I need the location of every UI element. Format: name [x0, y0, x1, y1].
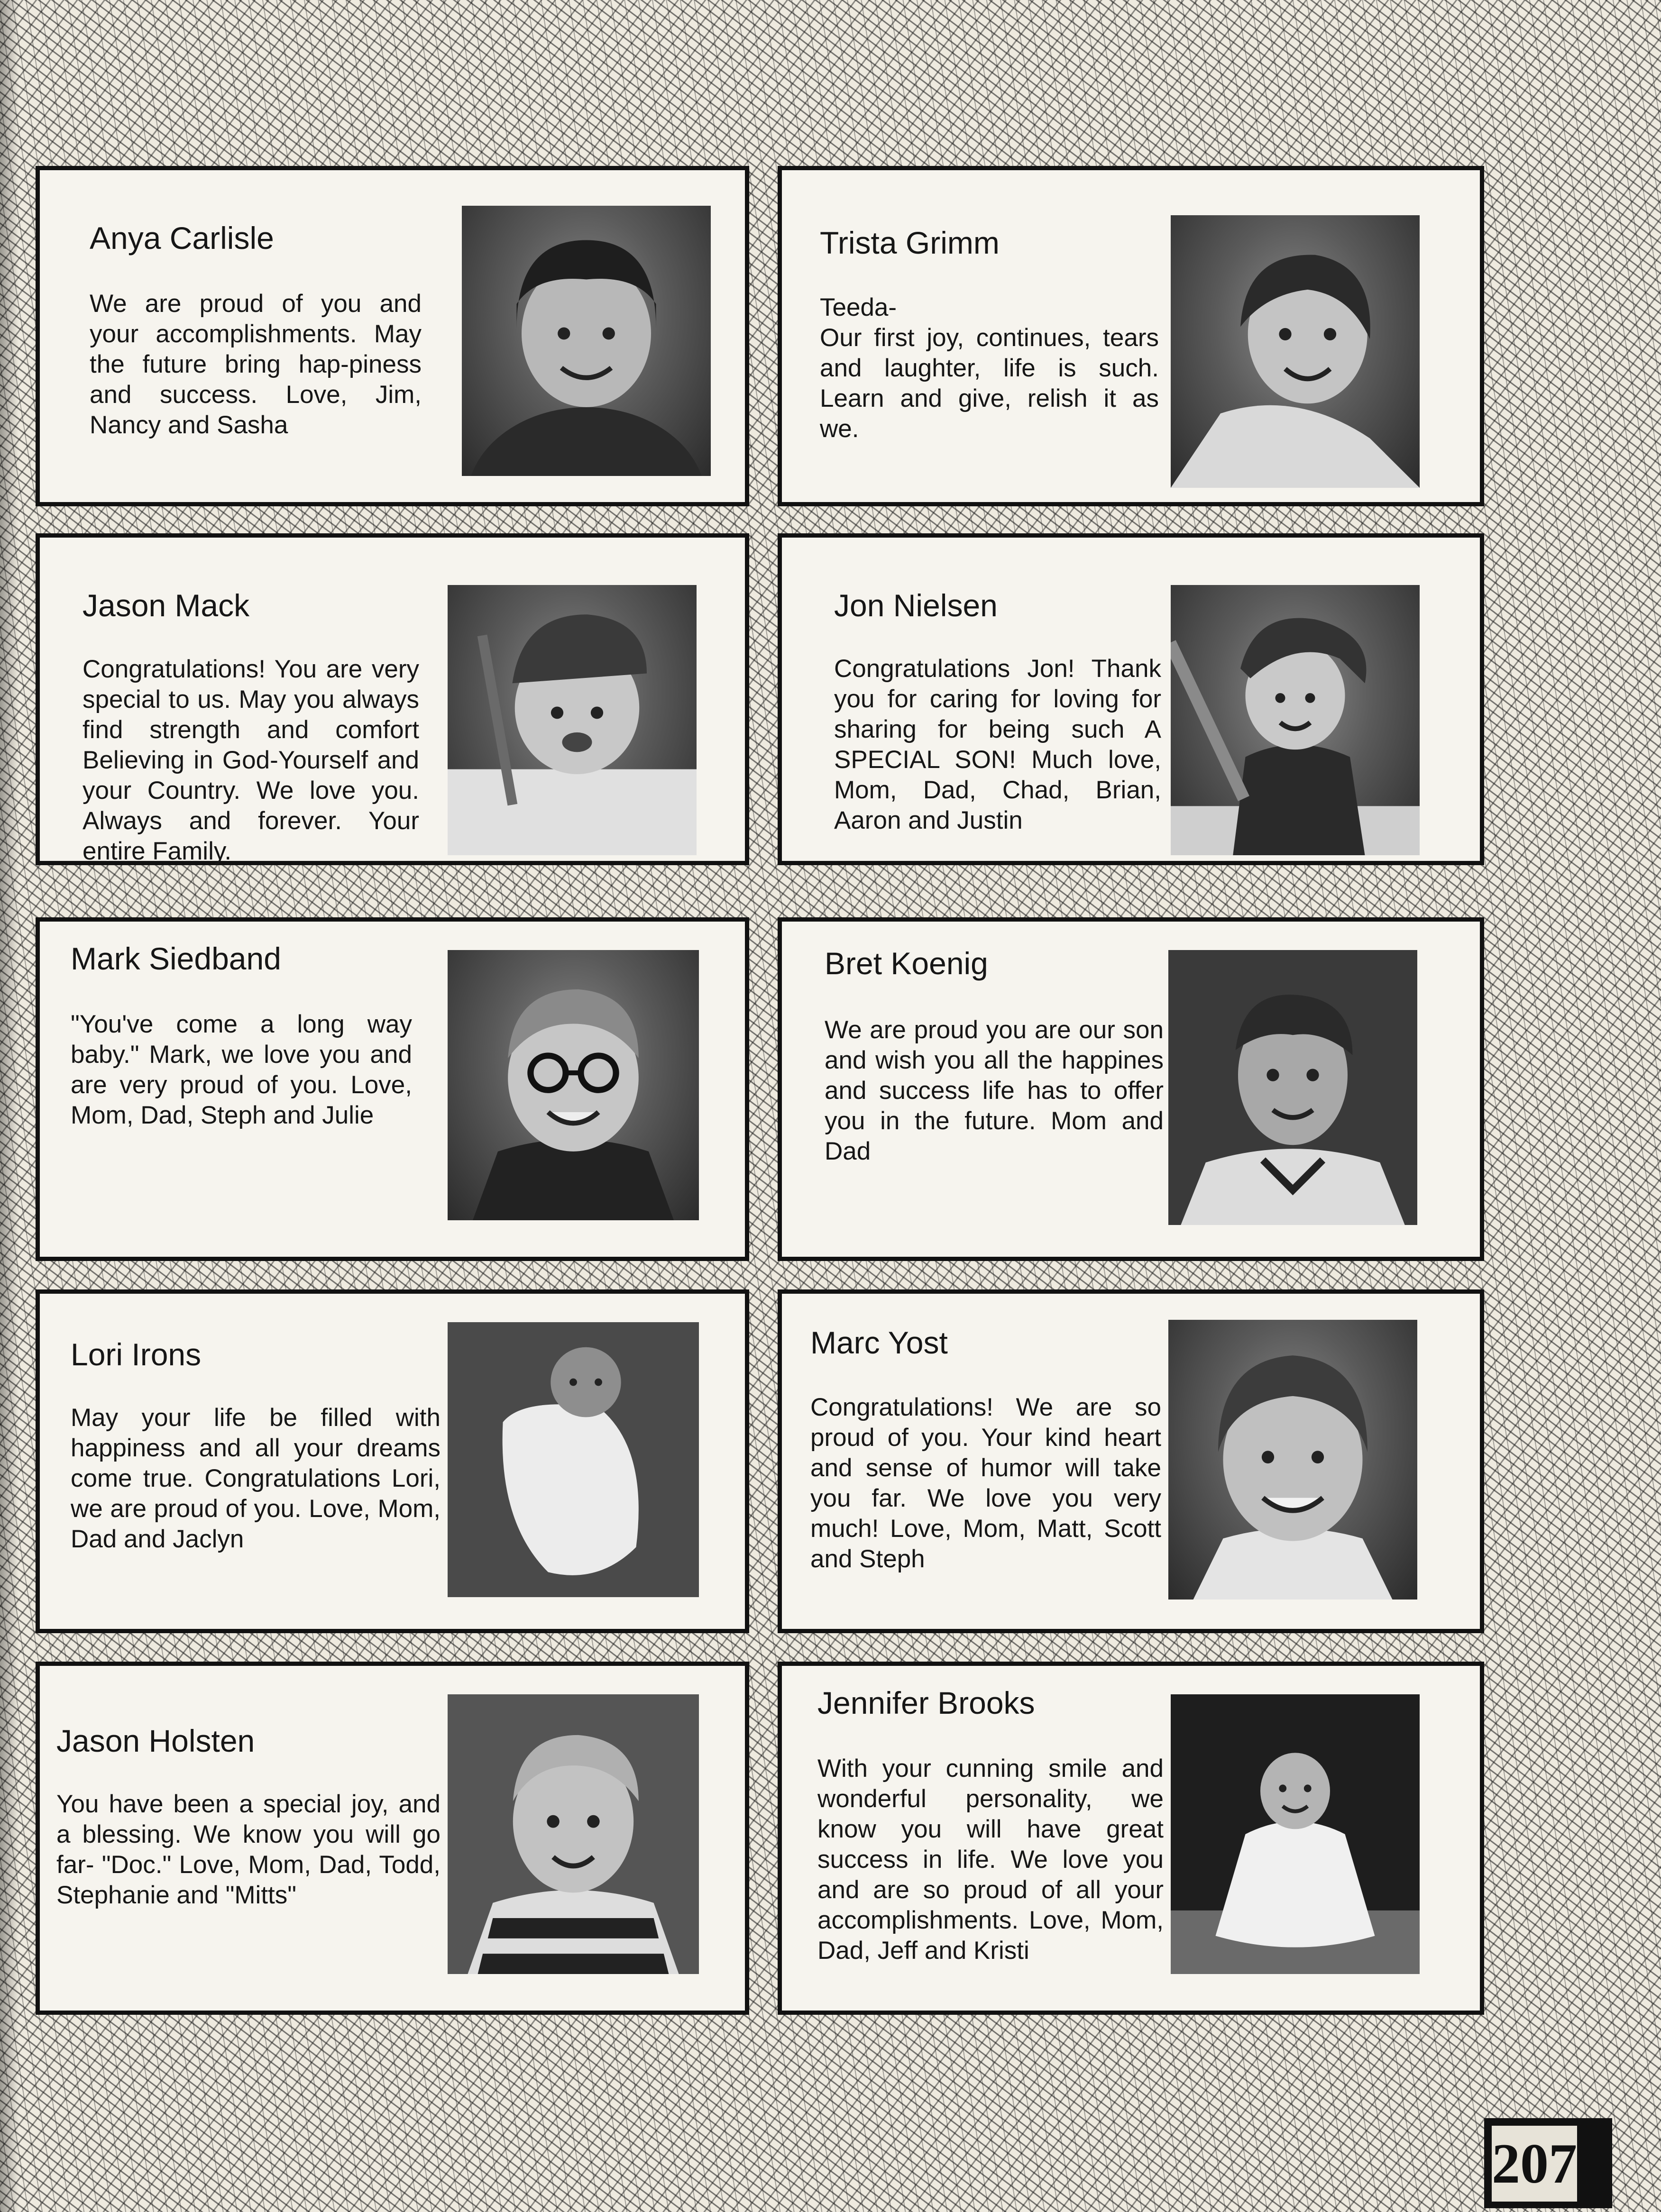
tribute-name: Jason Holsten: [56, 1723, 255, 1758]
tribute-message: We are proud you are our son and wish you all the happines and success life has to offer you in the future. Mom and Dad: [825, 1016, 1164, 1165]
tribute-name: Lori Irons: [71, 1337, 202, 1372]
tribute-message: With your cunning smile and wonderful personality, we know you will have great success in life. We love you and are so proud of all your accomplishments. Love, Mom, Dad, Jeff and Kristi: [817, 1755, 1164, 1965]
infant-portrait-icon: [448, 1322, 699, 1597]
tribute-card-marc-yost: [778, 1289, 1484, 1633]
tribute-name: Anya Carlisle: [90, 220, 274, 256]
infant-portrait-icon: [1171, 1694, 1420, 1974]
tribute-message: You have been a special joy, and a blessing. We know you will go far- "Doc." Love, Mom, Dad, Todd, Stephanie and "Mitts": [56, 1790, 440, 1909]
baby-with-bat-icon: [448, 585, 697, 855]
tribute-message: Congratulations! You are very special to us. May you always find strength and comfort Believing in God-Yourself and your Country. We love you. Always and forever. Your entire Family.: [83, 655, 419, 865]
tribute-card-mark-siedband: [36, 917, 749, 1261]
tribute-message: "You've come a long way baby." Mark, we love you and are very proud of you. Love, Mom, Dad, Steph and Julie: [71, 1010, 412, 1129]
page-number: 207: [1492, 2126, 1577, 2202]
page-binding-shadow: [0, 0, 19, 2212]
tribute-message: Congratulations Jon! Thank you for caring for loving for sharing for being such A SPECIAL SON! Much love, Mom, Dad, Chad, Brian, Aaron and Justin: [834, 655, 1161, 834]
tribute-card-jon-nielsen: [778, 533, 1484, 865]
tribute-card-lori-irons: [36, 1289, 749, 1633]
child-portrait-icon: [1171, 215, 1420, 488]
child-portrait-icon: [1168, 950, 1417, 1225]
tribute-card-trista-grimm: [778, 166, 1484, 506]
tribute-message: May your life be filled with happiness and all your dreams come true. Congratulations Lori, we are proud of you. Love, Mom, Dad and Jaclyn: [71, 1404, 440, 1553]
tribute-name: Marc Yost: [810, 1325, 948, 1360]
tribute-card-anya-carlisle: [36, 166, 749, 506]
child-portrait-icon: [462, 206, 711, 476]
tribute-name: Mark Siedband: [71, 941, 281, 976]
baby-with-bat-icon: [1171, 585, 1420, 855]
tribute-card-jennifer-brooks: [778, 1662, 1484, 2015]
tribute-message: We are proud of you and your accomplishments. May the future bring hap-piness and success. Love, Jim, Nancy and Sasha: [90, 290, 422, 439]
page-number-box: [1484, 2118, 1612, 2208]
tribute-card-bret-koenig: [778, 917, 1484, 1261]
tribute-card-jason-holsten: [36, 1662, 749, 2015]
tribute-name: Jason Mack: [83, 588, 250, 623]
child-portrait-icon: [448, 1694, 699, 1974]
tribute-name: Trista Grimm: [820, 225, 1000, 260]
tribute-name: Jon Nielsen: [834, 588, 998, 623]
tribute-name: Jennifer Brooks: [817, 1685, 1035, 1720]
child-portrait-icon: [1168, 1320, 1417, 1600]
tribute-message: Congratulations! We are so proud of you. Your kind heart and sense of humor will take you far. We love you very much! Love, Mom, Matt, Scott and Steph: [810, 1393, 1161, 1573]
tribute-message: Teeda- Our first joy, continues, tears and laughter, life is such. Learn and give, relish it as we.: [820, 293, 1159, 443]
tribute-card-jason-mack: [36, 533, 749, 865]
child-portrait-icon: [448, 950, 699, 1220]
tribute-name: Bret Koenig: [825, 946, 988, 981]
